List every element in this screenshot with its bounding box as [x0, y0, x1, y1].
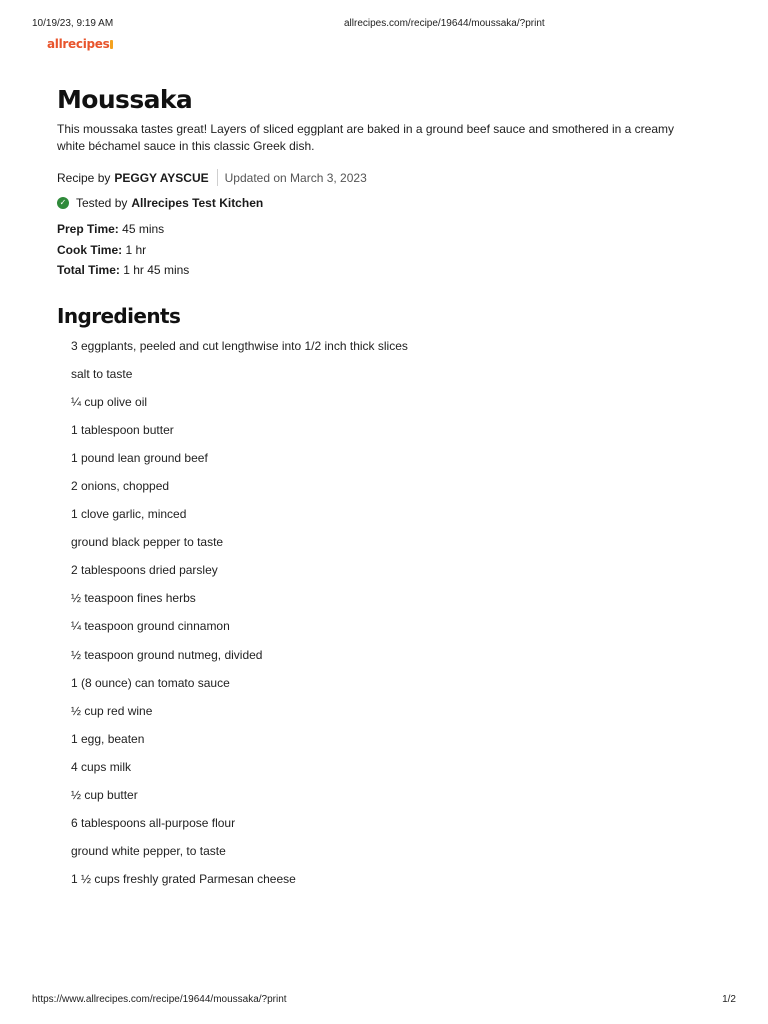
tested-by: [57, 196, 697, 210]
author-link[interactable]: PEGGY AYSCUE: [114, 170, 209, 185]
ingredient-item: 2 tablespoons dried parsley: [71, 563, 218, 578]
ingredient-item: ½ cup butter: [71, 788, 138, 802]
ingredient-item: ground white pepper, to taste: [71, 844, 226, 859]
recipe-description: This moussaka tastes great! Layers of sliced eggplant are baked in a ground beef sauce and smothered in a creamy white béchamel sauce in this classic Greek dish.: [57, 122, 675, 153]
ingredients-list: [71, 338, 697, 900]
ingredient-item: ¼ cup olive oil: [71, 394, 148, 409]
ingredient-item: 6 tablespoons all-purpose flour: [71, 816, 236, 831]
updated-date: Updated on March 3, 2023: [224, 170, 367, 185]
ingredient-item: 1 tablespoon butter: [71, 422, 174, 437]
ingredient-item: ½ cup red wine: [71, 703, 153, 718]
ingredient-item: 1 egg, beaten: [71, 731, 145, 746]
byline-divider: [217, 169, 218, 186]
ingredient-item: salt to taste: [71, 366, 133, 381]
cook-time-label: Cook Time:: [57, 242, 123, 257]
tested-prefix: Tested by: [76, 196, 128, 210]
print-header-url: allrecipes.com/recipe/19644/moussaka/?print: [344, 18, 545, 29]
print-footer-url: https://www.allrecipes.com/recipe/19644/moussaka/?print: [32, 994, 287, 1005]
ingredient-item: ½ teaspoon fines herbs: [71, 591, 196, 606]
prep-time-value: 45 mins: [122, 222, 165, 236]
ingredient-item: ground black pepper to taste: [71, 535, 224, 550]
ingredient-item: 1 clove garlic, minced: [71, 507, 187, 522]
recipe-content: [57, 82, 697, 899]
ingredients-heading: Ingredients: [57, 303, 181, 328]
ingredient-item: ½ teaspoon ground nutmeg, divided: [71, 647, 263, 662]
total-time-label: Total Time:: [57, 263, 120, 277]
cook-time-value: 1 hr: [125, 242, 147, 257]
test-kitchen-link[interactable]: Allrecipes Test Kitchen: [131, 196, 264, 210]
print-header: [32, 18, 736, 32]
ingredient-item: ¼ teaspoon ground cinnamon: [71, 619, 230, 634]
ingredient-item: 3 eggplants, peeled and cut lengthwise into 1/2 inch thick slices: [71, 338, 408, 353]
prep-time-label: Prep Time:: [57, 222, 119, 236]
byline-prefix: Recipe by: [57, 170, 111, 185]
allrecipes-logo[interactable]: [47, 37, 113, 51]
logo-mark-icon: [110, 40, 113, 49]
prep-time: [57, 219, 697, 240]
recipe-times: [57, 219, 697, 281]
page-number: 1/2: [722, 994, 736, 1005]
ingredient-item: 2 onions, chopped: [71, 478, 170, 493]
ingredient-item: 4 cups milk: [71, 759, 132, 774]
recipe-title: Moussaka: [57, 85, 193, 114]
byline: [57, 169, 697, 186]
ingredient-item: 1 (8 ounce) can tomato sauce: [71, 675, 230, 690]
print-timestamp: 10/19/23, 9:19 AM: [32, 18, 114, 29]
verified-check-icon: ✓: [57, 197, 69, 209]
total-time: [57, 260, 697, 281]
cook-time: [57, 240, 697, 261]
ingredient-item: 1 ½ cups freshly grated Parmesan cheese: [71, 872, 296, 887]
logo-text: allrecipes: [47, 37, 110, 51]
total-time-value: 1 hr 45 mins: [123, 263, 190, 277]
ingredient-item: 1 pound lean ground beef: [71, 450, 208, 465]
